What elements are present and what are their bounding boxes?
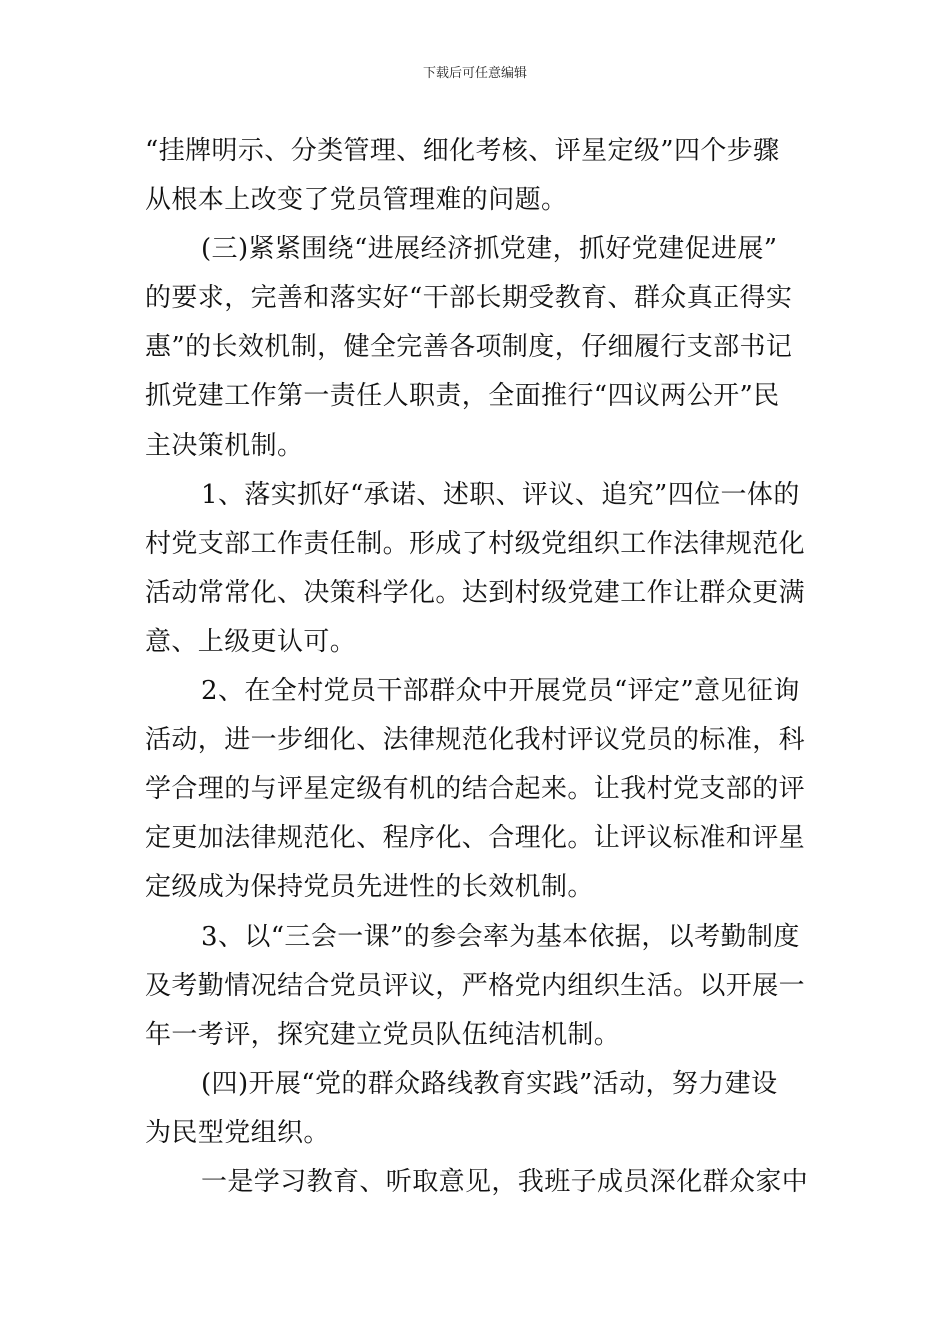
text-line: 学合理的与评星定级有机的结合起来。让我村党支部的评 <box>145 774 806 805</box>
text-line: 一是学习教育、听取意见，我班子成员深化群众家中 <box>201 1166 809 1197</box>
text-line: 抓党建工作第一责任人职责，全面推行“四议两公开”民 <box>145 381 780 412</box>
text-line: 主决策机制。 <box>145 430 304 461</box>
text-line: 2、在全村党员干部群众中开展党员“评定”意见征询 <box>201 676 800 707</box>
text-line: 活动常常化、决策科学化。达到村级党建工作让群众更满 <box>145 577 806 608</box>
text-line: 定更加法律规范化、程序化、合理化。让评议标准和评星 <box>145 823 806 854</box>
text-line: (三)紧紧围绕“进展经济抓党建，抓好党建促进展” <box>201 234 778 265</box>
text-line: 为民型党组织。 <box>145 1117 330 1148</box>
text-line: 1、落实抓好“承诺、述职、评议、追究”四位一体的 <box>201 479 800 510</box>
text-line: (四)开展“党的群众路线教育实践”活动，努力建设 <box>201 1068 778 1099</box>
text-line: 定级成为保持党员先进性的长效机制。 <box>145 872 594 903</box>
text-line: 从根本上改变了党员管理难的问题。 <box>145 185 568 216</box>
page-header: 下载后可任意编辑 <box>422 66 527 81</box>
text-line: 活动，进一步细化、法律规范化我村评议党员的标准，科 <box>145 725 806 756</box>
text-line: 意、上级更认可。 <box>145 626 357 657</box>
body-text <box>145 127 809 1207</box>
text-line: 3、以“三会一课”的参会率为基本依据，以考勤制度 <box>201 921 800 952</box>
text-line: 及考勤情况结合党员评议，严格党内组织生活。以开展一 <box>145 970 806 1001</box>
text-line: “挂牌明示、分类管理、细化考核、评星定级”四个步骤 <box>145 136 780 166</box>
text-line: 年一考评，探究建立党员队伍纯洁机制。 <box>145 1019 621 1050</box>
text-line: 的要求，完善和落实好“干部长期受教育、群众真正得实 <box>145 283 793 314</box>
text-line: 惠”的长效机制，健全完善各项制度，仔细履行支部书记 <box>145 332 793 363</box>
text-line: 村党支部工作责任制。形成了村级党组织工作法律规范化 <box>145 528 806 559</box>
